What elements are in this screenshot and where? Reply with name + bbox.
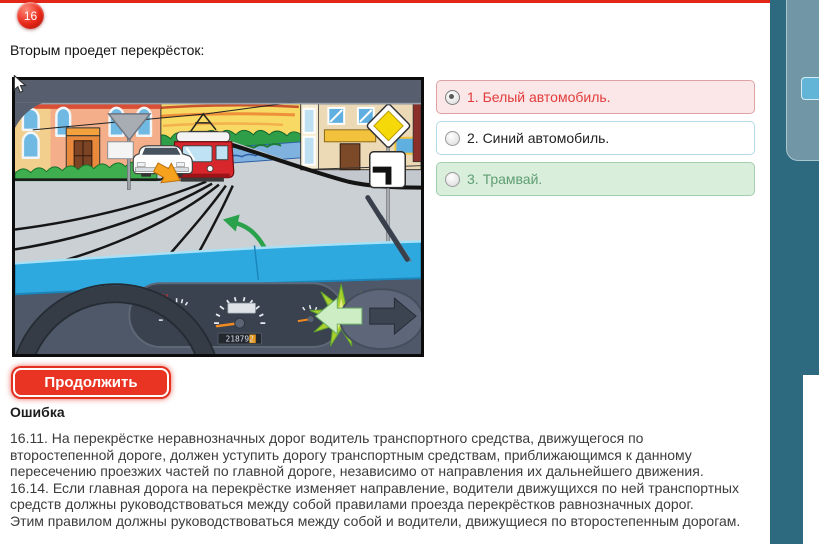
explanation-text: [10, 430, 765, 529]
radio-unselected-icon[interactable]: [445, 131, 460, 146]
result-title: Ошибка: [10, 404, 65, 420]
top-red-bar: [0, 0, 770, 3]
explanation-line: Этим правилом должны руководствоваться между собой и водители, движущиеся по второстепенным дорогам.: [10, 512, 741, 529]
answer-label-1: 1. Белый автомобиль.: [467, 89, 611, 105]
continue-button[interactable]: Продолжить: [13, 368, 169, 397]
tachometer-redline-label: 7 8: [161, 294, 169, 300]
main-road-direction-plaque: [370, 152, 405, 188]
answer-label-3: 3. Трамвай.: [467, 171, 543, 187]
explanation-line: 16.14. Если главная дорога на перекрёстке изменяет направление, водители движущихся по ней транспортных: [10, 479, 739, 496]
answer-option-3[interactable]: [436, 162, 755, 196]
explanation-line: средств должны руководствоваться между собой правилами проезда перекрёстков равнозначных дорог.: [10, 496, 694, 512]
odometer-reading: 218792: [225, 334, 254, 344]
answer-list: [436, 80, 755, 203]
answer-option-1[interactable]: [436, 80, 755, 114]
dash-display: [228, 303, 256, 313]
radio-unselected-icon[interactable]: [445, 172, 460, 187]
question-number-badge: 16: [17, 2, 44, 29]
answer-option-2[interactable]: [436, 121, 755, 155]
explanation-line: второстепенной дороге, должен уступить дорогу транспортным средствам, приближающимся к данному: [10, 446, 692, 463]
traffic-scene-svg: [15, 80, 421, 354]
explanation-line: 16.11. На перекрёстке неравнозначных дорог водитель транспортного средства, движущегося по: [10, 430, 644, 446]
sidebar-chip-button[interactable]: [801, 77, 819, 100]
radio-selected-icon[interactable]: [445, 90, 460, 105]
answer-label-2: 2. Синий автомобиль.: [467, 130, 610, 146]
explanation-line: пересечению проезжих частей по главной дороге, независимо от направления их дальнейшего движения.: [10, 463, 704, 479]
question-text: Вторым проедет перекрёсток:: [10, 42, 205, 58]
traffic-scene-illustration: [12, 77, 424, 357]
odometer: [218, 333, 261, 344]
mouse-cursor: [13, 75, 27, 93]
